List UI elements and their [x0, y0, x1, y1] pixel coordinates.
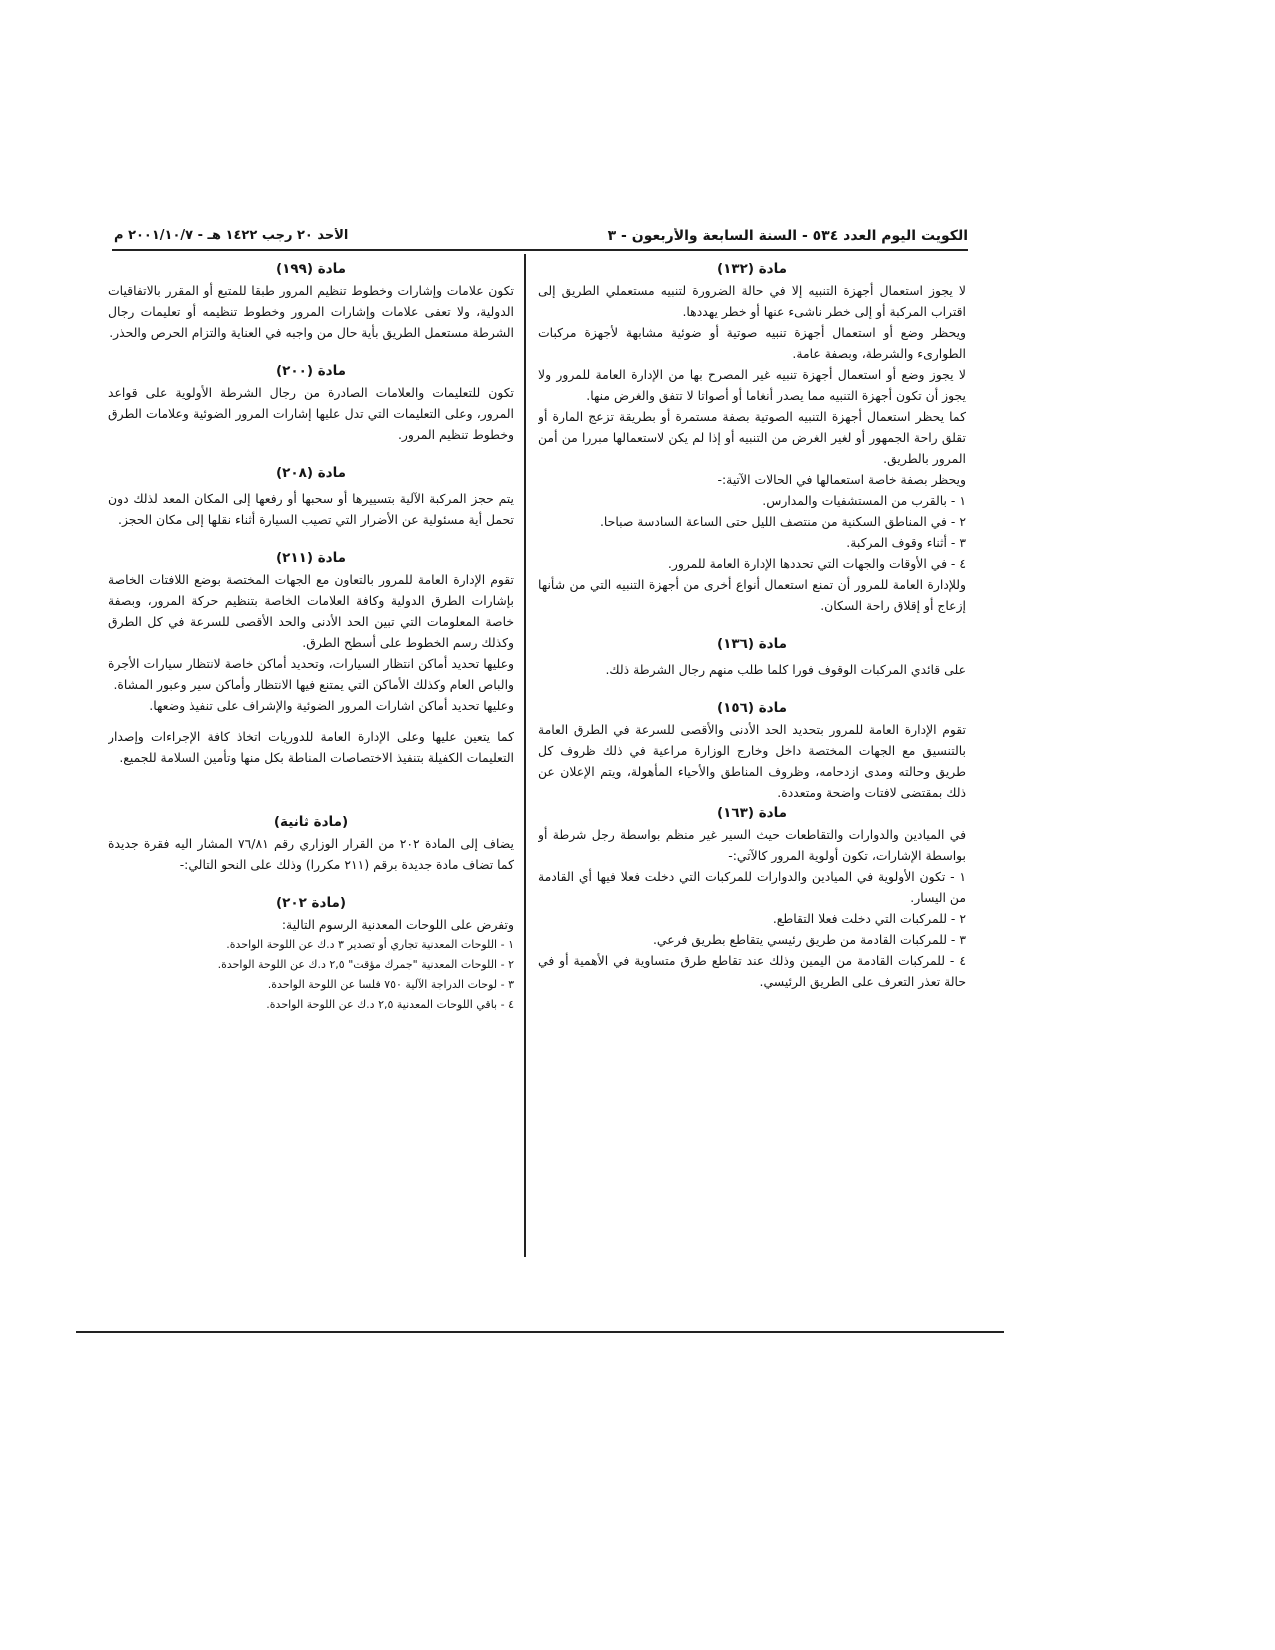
article-202-paragraph: وتفرض على اللوحات المعدنية الرسوم التالية:	[281, 917, 514, 932]
right-column	[538, 259, 966, 1254]
article-163-paragraph: في الميادين والدوارات والتقاطعات حيث السير غير منظم بواسطة رجل شرطة أو بواسطة الإشارات، تكون أولوية المرور كالآتي:-	[538, 827, 966, 863]
article-200-heading: مادة (٢٠٠)	[275, 363, 347, 379]
article-136-heading: مادة (١٣٦)	[716, 636, 788, 652]
list-item: ١ - اللوحات المعدنية تجاري أو تصدير ٣ د.ك عن اللوحة الواحدة.	[226, 938, 514, 951]
article-132-paragraph: ويحظر وضع أو استعمال أجهزة تنبيه صوتية أو ضوئية مشابهة لأجهزة مركبات الطوارىء والشرطة، وبصفة عامة.	[538, 325, 966, 361]
article-202-heading: (مادة ٢٠٢)	[275, 895, 347, 911]
article-156-heading: مادة (١٥٦)	[716, 700, 788, 716]
article-163-heading: مادة (١٦٣)	[716, 805, 788, 821]
column-divider	[524, 254, 526, 1257]
list-item: ٤ - باقي اللوحات المعدنية ٢,٥ د.ك عن اللوحة الواحدة.	[266, 998, 514, 1011]
article-208-paragraph: يتم حجز المركبة الآلية بتسييرها أو سحبها أو رفعها إلى المكان المعد لذلك دون تحمل أية مسئولية عن الأضرار التي تصيب السيارة أثناء نقلها إلى مكان الحجز.	[108, 491, 514, 527]
footer-divider	[76, 1331, 1004, 1333]
article-200-paragraph: تكون للتعليمات والعلامات الصادرة من رجال الشرطة الأولوية على قواعد المرور، وعلى التعليمات التي تدل عليها إشارات المرور الضوئية وعلامات الطرق وخطوط تنظيم المرور.	[108, 385, 514, 442]
article-132-list	[538, 490, 966, 574]
list-item: ٤ - للمركبات القادمة من اليمين وذلك عند تقاطع طرق متساوية في الأهمية أو في حالة تعذر التعرف على الطريق الرئيسي.	[538, 953, 966, 989]
article-211-paragraph: وعليها تحديد أماكن اشارات المرور الضوئية والإشراف على تنفيذ وضعها.	[149, 698, 514, 713]
list-item: ٣ - لوحات الدراجة الآلية ٧٥٠ فلسا عن اللوحة الواحدة.	[267, 978, 514, 991]
list-item: ٣ - أثناء وقوف المركبة.	[846, 535, 966, 550]
list-item: ٢ - في المناطق السكنية من منتصف الليل حتى الساعة السادسة صباحا.	[599, 514, 966, 529]
gazette-header-issue: الكويت اليوم العدد ٥٣٤ - السنة السابعة والأربعون - ٣	[607, 228, 968, 244]
article-211-paragraph: وعليها تحديد أماكن انتظار السيارات، وتحديد أماكن خاصة لانتظار سيارات الأجرة والباص العام وكذلك الأماكن التي يمتنع فيها الانتظار وأماكن سير وعبور المشاة.	[108, 656, 514, 692]
list-item: ٣ - للمركبات القادمة من طريق رئيسي يتقاطع بطريق فرعي.	[652, 932, 966, 947]
article-132-paragraph: لا يجوز استعمال أجهزة التنبيه إلا في حالة الضرورة لتنبيه مستعملي الطريق إلى اقتراب المركبة أو إلى خطر ناشىء عنها أو خطر يهددها.	[538, 283, 966, 319]
article-132-paragraph: لا يجوز وضع أو استعمال أجهزة تنبيه غير المصرح بها من الإدارة العامة للمرور ولا يجوز أن تكون أجهزة التنبيه مما يصدر أنغاما أو أصواتا لا تتفق والغرض منها.	[538, 367, 966, 403]
article-211-paragraph: كما يتعين عليها وعلى الإدارة العامة للدوريات اتخاذ كافة الإجراءات وإصدار التعليمات الكفيلة بتنفيذ الاختصاصات المناطة بكل منها وتأمين السلامة للجميع.	[108, 729, 514, 765]
article-211-heading: مادة (٢١١)	[275, 550, 347, 566]
article-208-heading: مادة (٢٠٨)	[275, 465, 347, 481]
list-item: ٢ - اللوحات المعدنية "جمرك مؤقت" ٢,٥ د.ك عن اللوحة الواحدة.	[217, 958, 514, 971]
article-132-paragraph: ويحظر بصفة خاصة استعمالها في الحالات الآتية:-	[717, 472, 966, 487]
header-divider	[112, 249, 968, 251]
article-211-paragraph: تقوم الإدارة العامة للمرور بالتعاون مع الجهات المختصة بوضع اللافتات الخاصة بإشارات الطرق الدولية وكافة العلامات الخاصة بتنظيم حركة المرور، وبصفة خاصة المعلومات التي تبين الحد الأدنى والحد الأقصى للسرعة في كل الطرق وكذلك رسم الخطوط على أسطح الطرق.	[108, 572, 514, 650]
article-132-heading: مادة (١٣٢)	[716, 261, 788, 277]
article-199-paragraph: تكون علامات وإشارات وخطوط تنظيم المرور طبقا للمتبع أو المقرر بالاتفاقيات الدولية، ولا تعفى علامات وإشارات المرور وخطوط تنظيمه أو تعليمات رجال الشرطة مستعمل الطريق بأية حال من واجبه في العناية والتزام الحرص والحذر.	[108, 283, 514, 340]
article-199-heading: مادة (١٩٩)	[275, 261, 347, 277]
second-article-paragraph: يضاف إلى المادة ٢٠٢ من القرار الوزاري رقم ٧٦/٨١ المشار اليه فقرة جديدة كما تضاف مادة جديدة برقم (٢١١ مكررا) وذلك على النحو التالي:-	[108, 836, 514, 872]
gazette-header-date: الأحد ٢٠ رجب ١٤٢٢ هـ - ٢٠٠١/١٠/٧ م	[114, 228, 349, 243]
list-item: ١ - تكون الأولوية في الميادين والدوارات للمركبات التي دخلت فعلا فيها أي القادمة من اليسار.	[538, 869, 966, 905]
list-item: ٤ - في الأوقات والجهات التي تحددها الإدارة العامة للمرور.	[667, 556, 966, 571]
list-item: ٢ - للمركبات التي دخلت فعلا التقاطع.	[772, 911, 966, 926]
article-156-paragraph: تقوم الإدارة العامة للمرور بتحديد الحد الأدنى والأقصى للسرعة في الطرق العامة بالتنسيق مع الجهات المختصة داخل وخارج الوزارة مراعية في ذلك ظروف كل طريق وحالته ومدى ازدحامه، وظروف المناطق والأحياء المأهولة، ويتم الإعلان عن ذلك بمقتضى لافتات واضحة ومتعددة.	[538, 722, 966, 800]
left-column	[108, 259, 514, 1269]
second-article-heading: (مادة ثانية)	[273, 814, 349, 830]
article-132-paragraph: كما يحظر استعمال أجهزة التنبيه الصوتية بصفة مستمرة أو بطريقة تزعج المارة أو تقلق راحة الجمهور أو لغير الغرض من التنبيه أو إذا لم يكن لاستعمالها مبررا من أمن المرور بالطريق.	[538, 409, 966, 466]
list-item: ١ - بالقرب من المستشفيات والمدارس.	[762, 493, 966, 508]
article-136-paragraph: على قائدي المركبات الوقوف فورا كلما طلب منهم رجال الشرطة ذلك.	[605, 662, 966, 677]
article-163-list	[538, 866, 966, 992]
article-132-paragraph: وللإدارة العامة للمرور أن تمنع استعمال أنواع أخرى من أجهزة التنبيه التي من شأنها إزعاج أو إقلاق راحة السكان.	[538, 577, 966, 613]
article-202-fees-list	[108, 935, 514, 1015]
